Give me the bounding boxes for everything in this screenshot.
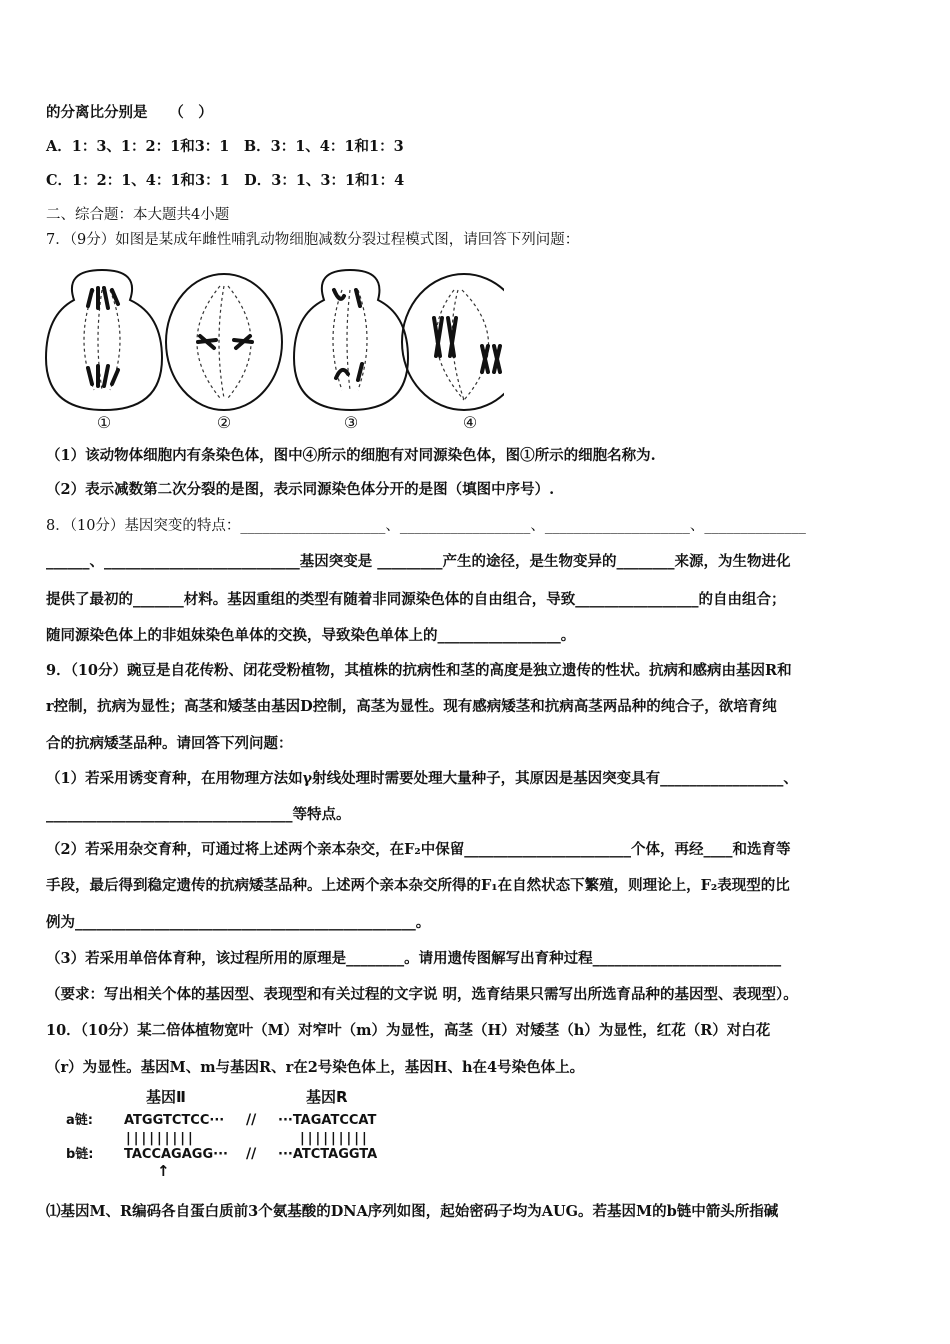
b-break: // — [246, 1146, 257, 1162]
question-9-part-1-line-1: （1）若采用诱变育种，在用物理方法如γ射线处理时需要处理大量种子，其原因是基因突变具有_________________、 — [46, 770, 798, 787]
arrow-icon: ↑ — [157, 1162, 170, 1180]
question-8-line-1: 8．（10分）基因突变的特点：____________________、__________________、____________________、______________ — [46, 518, 806, 534]
question-10-line-2: （r）为显性。基因M、m与基因R、r在2号染色体上，基因H、h在4号染色体上。 — [46, 1059, 585, 1076]
bonds-right: ||||||||| — [300, 1131, 370, 1146]
text-line-1: 的分离比分别是 （ ） — [46, 104, 213, 121]
text-line-3: C．1：2：1、4：1和3：1 D．3：1、3：1和1：4 — [46, 172, 405, 189]
gene-m-label: 基因Ⅱ — [146, 1088, 186, 1106]
question-9-part-3-line-1: （3）若采用单倍体育种，该过程所用的原理是________。请用遗传图解写出育种过程__________________________ — [46, 950, 782, 967]
question-8-line-4: 随同源染色体上的非姐妹染色单体的交换，导致染色单体上的_________________。 — [46, 627, 576, 644]
cell-label-3: ③ — [343, 413, 359, 430]
meiosis-cell-diagram — [44, 260, 504, 430]
question-8-line-2: ______、___________________________基因突变是 _________产生的途径，是生物变异的________来源，为生物进化 — [46, 553, 791, 570]
cell-label-4: ④ — [462, 413, 478, 430]
question-7-title: 7．（9分）如图是某成年雌性哺乳动物细胞减数分裂过程模式图，请回答下列问题： — [46, 232, 580, 248]
a-seq-right: ···TAGATCCAT — [278, 1113, 377, 1128]
question-9-part-2-line-3: 例为_______________________________________________。 — [46, 914, 431, 931]
cell-label-2: ② — [216, 413, 232, 430]
question-9-line-2: r控制，抗病为显性；高茎和矮茎由基因D控制，高茎为显性。现有感病矮茎和抗病高茎两品种的纯合子，欲培育纯 — [46, 698, 777, 715]
question-10-line-1: 10．（10分）某二倍体植物宽叶（M）对窄叶（m）为显性，高茎（H）对矮茎（h）为显性，红花（R）对白花 — [46, 1022, 771, 1039]
b-seq-right: ···ATCTAGGTA — [278, 1147, 378, 1162]
b-chain-label: b链: — [66, 1147, 94, 1162]
text-line-2: A．1：3、1：2：1和3：1 B．3：1、4：1和1：3 — [46, 138, 404, 155]
question-9-line-3: 合的抗病矮茎品种。请回答下列问题： — [46, 735, 293, 752]
question-10-part-1: ⑴基因M、R编码各自蛋白质前3个氨基酸的DNA序列如图，起始密码子均为AUG。若基因M的b链中箭头所指碱 — [46, 1203, 779, 1220]
question-9-line-1: 9．（10分）豌豆是自花传粉、闭花受粉植物，其植株的抗病性和茎的高度是独立遗传的性状。抗病和感病由基因R和 — [46, 662, 792, 679]
a-seq-left: ATGGTCTCC··· — [124, 1113, 225, 1128]
question-9-part-1-line-2: __________________________________等特点。 — [46, 806, 351, 823]
bonds-left: ||||||||| — [126, 1131, 196, 1146]
question-9-part-2-line-2: 手段，最后得到稳定遗传的抗病矮茎品种。上述两个亲本杂交所得的F₁在自然状态下繁殖，则理论上，F₂表现型的比 — [46, 877, 790, 894]
question-9-part-3-line-2: （要求：写出相关个体的基因型、表现型和有关过程的文字说 明，选育结果只需写出所选育品种的基因型、表现型）。 — [46, 986, 798, 1003]
a-break: // — [246, 1112, 257, 1128]
section-heading: 二、综合题：本大题共4小题 — [46, 207, 230, 223]
a-chain-label: a链: — [66, 1113, 93, 1128]
question-7-part-1: （1）该动物体细胞内有条染色体，图中④所示的细胞有对同源染色体，图①所示的细胞名称为. — [46, 447, 656, 464]
cell-label-1: ① — [96, 413, 112, 430]
question-7-part-2: （2）表示减数第二次分裂的是图，表示同源染色体分开的是图（填图中序号）. — [46, 481, 555, 498]
dna-sequence-diagram — [66, 1088, 406, 1180]
b-seq-left: TACCAGAGG··· — [124, 1147, 228, 1162]
question-8-line-3: 提供了最初的_______材料。基因重组的类型有随着非同源染色体的自由组合，导致_________________的自由组合； — [46, 591, 786, 608]
question-9-part-2-line-1: （2）若采用杂交育种，可通过将上述两个亲本杂交，在F₂中保留_______________________个体，再经____和选育等 — [46, 841, 791, 858]
gene-r-label: 基因R — [306, 1088, 348, 1106]
